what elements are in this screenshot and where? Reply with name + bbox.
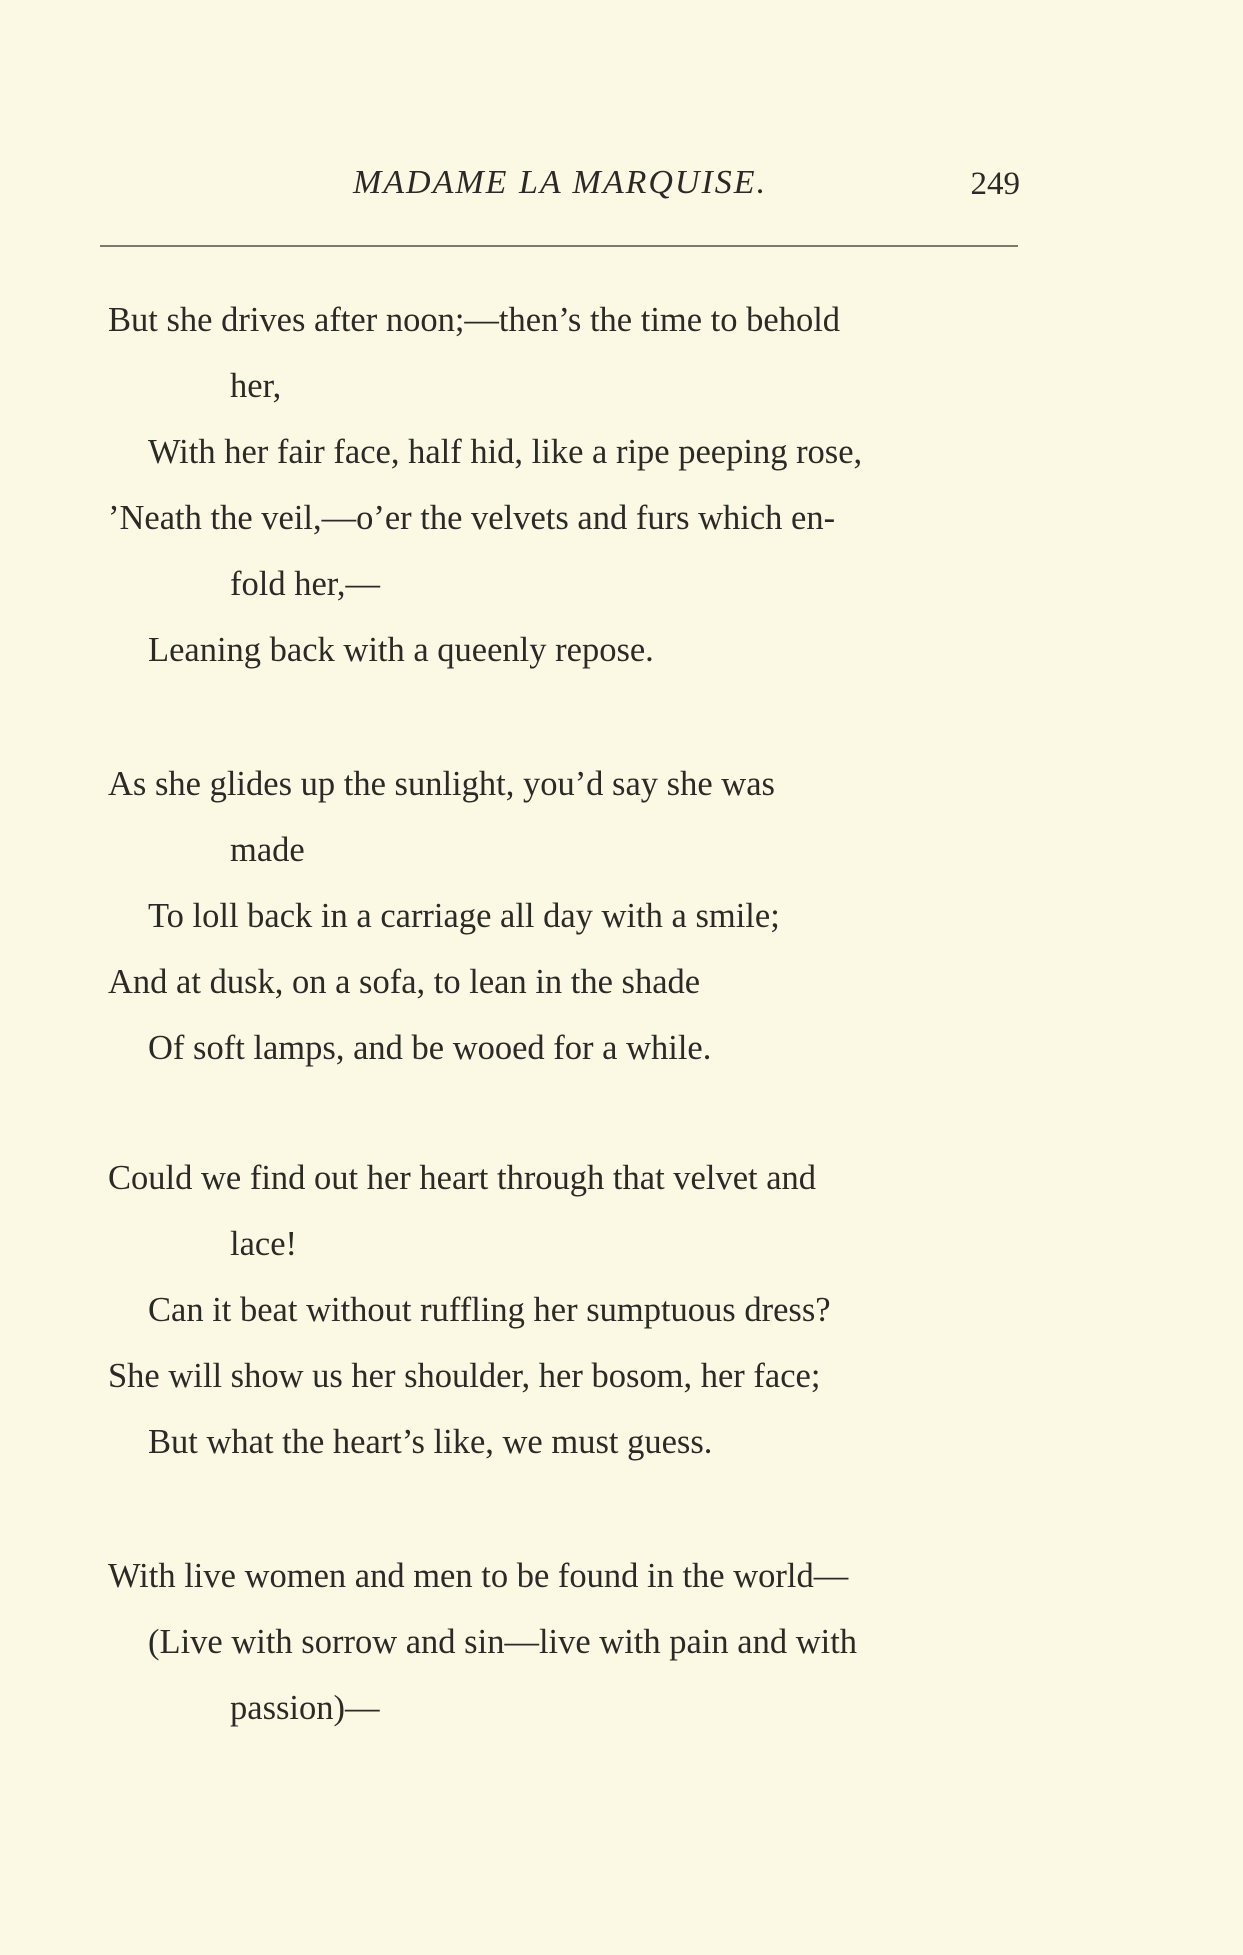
header-rule (100, 245, 1018, 247)
poem-line: her, (230, 367, 282, 405)
poem-line: (Live with sorrow and sin—live with pain and with (148, 1623, 858, 1661)
poem-line: made (230, 831, 305, 869)
poem-line: But what the heart’s like, we must guess. (148, 1423, 713, 1461)
poem-line: fold her,— (230, 565, 380, 603)
poem-line: With live women and men to be found in the world— (108, 1557, 849, 1595)
poem-line: Can it beat without ruffling her sumptuous dress? (148, 1291, 831, 1329)
poem-line: But she drives after noon;—then’s the time to behold (108, 301, 841, 339)
poem-line: passion)— (230, 1689, 380, 1727)
running-title: MADAME LA MARQUISE. (352, 164, 768, 201)
poem-line: To loll back in a carriage all day with a smile; (148, 897, 780, 935)
running-head (100, 160, 1020, 210)
poem-line: As she glides up the sunlight, you’d say she was (108, 765, 775, 803)
poem-line: Of soft lamps, and be wooed for a while. (148, 1029, 712, 1067)
poem-line: lace! (230, 1225, 298, 1263)
poem-line: With her fair face, half hid, like a ripe peeping rose, (148, 433, 863, 471)
poem-line: Could we find out her heart through that velvet and (108, 1159, 817, 1197)
poem-line: Leaning back with a queenly repose. (148, 631, 654, 669)
page-number: 249 (970, 166, 1020, 202)
poem-line: She will show us her shoulder, her bosom, her face; (108, 1357, 821, 1395)
poem-line: ’Neath the veil,—o’er the velvets and furs which en- (108, 499, 836, 537)
poem-line: And at dusk, on a sofa, to lean in the shade (108, 963, 701, 1001)
